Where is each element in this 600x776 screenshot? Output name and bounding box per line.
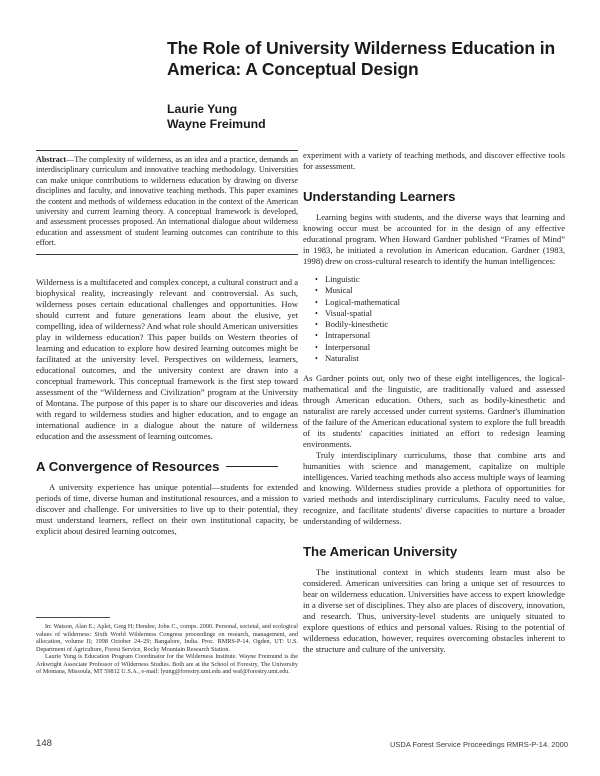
list-item: • Musical bbox=[325, 285, 565, 296]
learners-paragraph: Learning begins with students, and the diverse ways that learning and knowing occur must be accounted for in the design of any effective educational program. When Howard Gardner published “Frames of Mind” in 1983, he initiated a revolution in American education. Gardner (1983, 1998) drew on cross-cultural research to identify the human intelligences: bbox=[303, 212, 565, 266]
page-title: The Role of University Wilderness Education in America: A Conceptual Design bbox=[167, 38, 556, 79]
page-number: 148 bbox=[36, 738, 53, 749]
interdisciplinary-paragraph: Truly interdisciplinary curriculums, those that combine arts and humanities with science and management, capitalize on multiple intelligences. Varied teaching methods also access multiple ways of learning and knowing. Wilderness studies provide a plethora of opportunities for varied methods and interdisciplinary curriculums. Faculty need to value, recognize, and facilitate students' diverse capacities to nurture a broader understanding of wilderness. bbox=[303, 450, 565, 527]
convergence-paragraph: A university experience has unique potential—students for extended periods of time, diverse human and institutional resources, and a mission to discover and challenge. For universities to live up to their potential, they must understand learners, reflect on their own institutional capacity, be explicit about desired learning outcomes, bbox=[36, 481, 298, 536]
section-heading-text: A Convergence of Resources bbox=[36, 458, 220, 474]
list-item: • Intrapersonal bbox=[325, 330, 565, 341]
list-item: • Linguistic bbox=[325, 274, 565, 285]
abstract-paragraph bbox=[36, 155, 298, 249]
list-item: • Bodily-kinesthetic bbox=[325, 319, 565, 330]
university-paragraph: The institutional context in which students learn must also be considered. American universities can bring a unique set of resources to bear on wilderness education. Universities have access to expert knowledge in a diverse set of disciplines. They also are places of discovery, innovation, and research. Thus, university-level students are uniquely situated to explore questions of ethics and personal values. Rising to the potential of wilderness education, however, requires overcoming obstacles inherent to the structure and culture of the university. bbox=[303, 567, 565, 655]
section-heading-convergence bbox=[36, 459, 298, 475]
footnote-citation: In: Watson, Alan E.; Aplet, Greg H; Hendee, John C., comps. 2000. Personal, societal, and ecological values of wilderness: Sixth World Wilderness Congress proceedings on research, management, and allocation, volume II; 1998 October 24–29; Bangalore, India. Proc. RMRS-P-14. Ogden, UT: U.S. Department of Agriculture, Forest Service, Rocky Mountain Research Station. bbox=[36, 623, 298, 653]
intro-paragraph: Wilderness is a multifaceted and complex concept, a cultural construct and a biophysical reality, increasingly relevant and controversial. As such, wilderness poses certain educational challenges and opportunities. How should current and future generations learn about the elusive, yet compelling, idea of wilderness? And what role should American universities play in wilderness education? This paper builds on Western theories of learning and education to explore how desired learning outcomes might be facilitated at the university level. Perspectives on wilderness, learners, educational outcomes, and the university context are drawn into a conceptual framework. This conceptual framework is the first step toward assessment of the “Wilderness and Civilization” program at the University of Montana. The purpose of this paper is to share our discoveries and ideas with regard to wilderness studies and higher education, and to engage an international audience in a dialogue about the nature of wilderness education and the assessment of learning outcomes. bbox=[36, 276, 298, 441]
abstract-rule-top bbox=[36, 150, 298, 151]
author-list bbox=[167, 102, 567, 131]
heading-rule bbox=[226, 466, 278, 467]
footnote-separator bbox=[36, 617, 110, 618]
author-name: Laurie Yung bbox=[167, 102, 238, 116]
spacer bbox=[303, 527, 565, 544]
spacer bbox=[36, 255, 298, 277]
section-heading-american-university: The American University bbox=[303, 544, 458, 560]
list-item: • Naturalist bbox=[325, 353, 565, 364]
title-block bbox=[167, 38, 567, 131]
section-heading-understanding-learners: Understanding Learners bbox=[303, 189, 456, 204]
list-item: • Interpersonal bbox=[325, 342, 565, 353]
spacer bbox=[303, 172, 565, 189]
list-item: • Logical-mathematical bbox=[325, 297, 565, 308]
left-column bbox=[36, 150, 298, 537]
list-item: • Visual-spatial bbox=[325, 308, 565, 319]
right-column bbox=[303, 150, 565, 655]
footnote-author-note: Laurie Yung is Education Program Coordinator for the Wilderness Institute. Wayne Freimund is the Arkwright Associate Professor of Wilderness Studies. Both are at the School of Forestry, The University of Montana, Missoula, MT 59812 U.S.A., e-mail: lyung@forestry.umt.edu and waf@forestry.umt.edu. bbox=[36, 653, 298, 676]
gardner-paragraph: As Gardner points out, only two of these eight intelligences, the logical-mathematical and the linguistic, are traditionally valued and assessed through American education. Others, such as bodily-kinesthetic and naturalist are rarely accessed under current systems. Gardner's illumination of the failure of the American educational system to explore the full breadth of its students' capacities initiated an effort to redesign learning environments. bbox=[303, 373, 565, 450]
author-name: Wayne Freimund bbox=[167, 116, 266, 131]
abstract-label: Abstract bbox=[36, 155, 67, 164]
continued-paragraph: experiment with a variety of teaching methods, and discover effective tools for assessment. bbox=[303, 150, 565, 171]
intelligences-list bbox=[303, 274, 565, 364]
footnote-block bbox=[36, 617, 298, 676]
footer-source-line: USDA Forest Service Proceedings RMRS-P-14. 2000 bbox=[390, 740, 568, 749]
abstract-text: —The complexity of wilderness, as an idea and a practice, demands an interdisciplinary curriculum and innovative teaching methodology. Universities can make unique contributions to wilderness education by drawing on diverse disciplines and faculty, and innovative teaching methods. This paper examines the content and methods of wilderness education in the context of the American university and current learning theory. A conceptual framework is developed, and assessment processes proposed. An international dialogue about wilderness education and assessment of student learning outcomes can contribute to this effort. bbox=[36, 155, 298, 248]
spacer bbox=[36, 442, 298, 459]
